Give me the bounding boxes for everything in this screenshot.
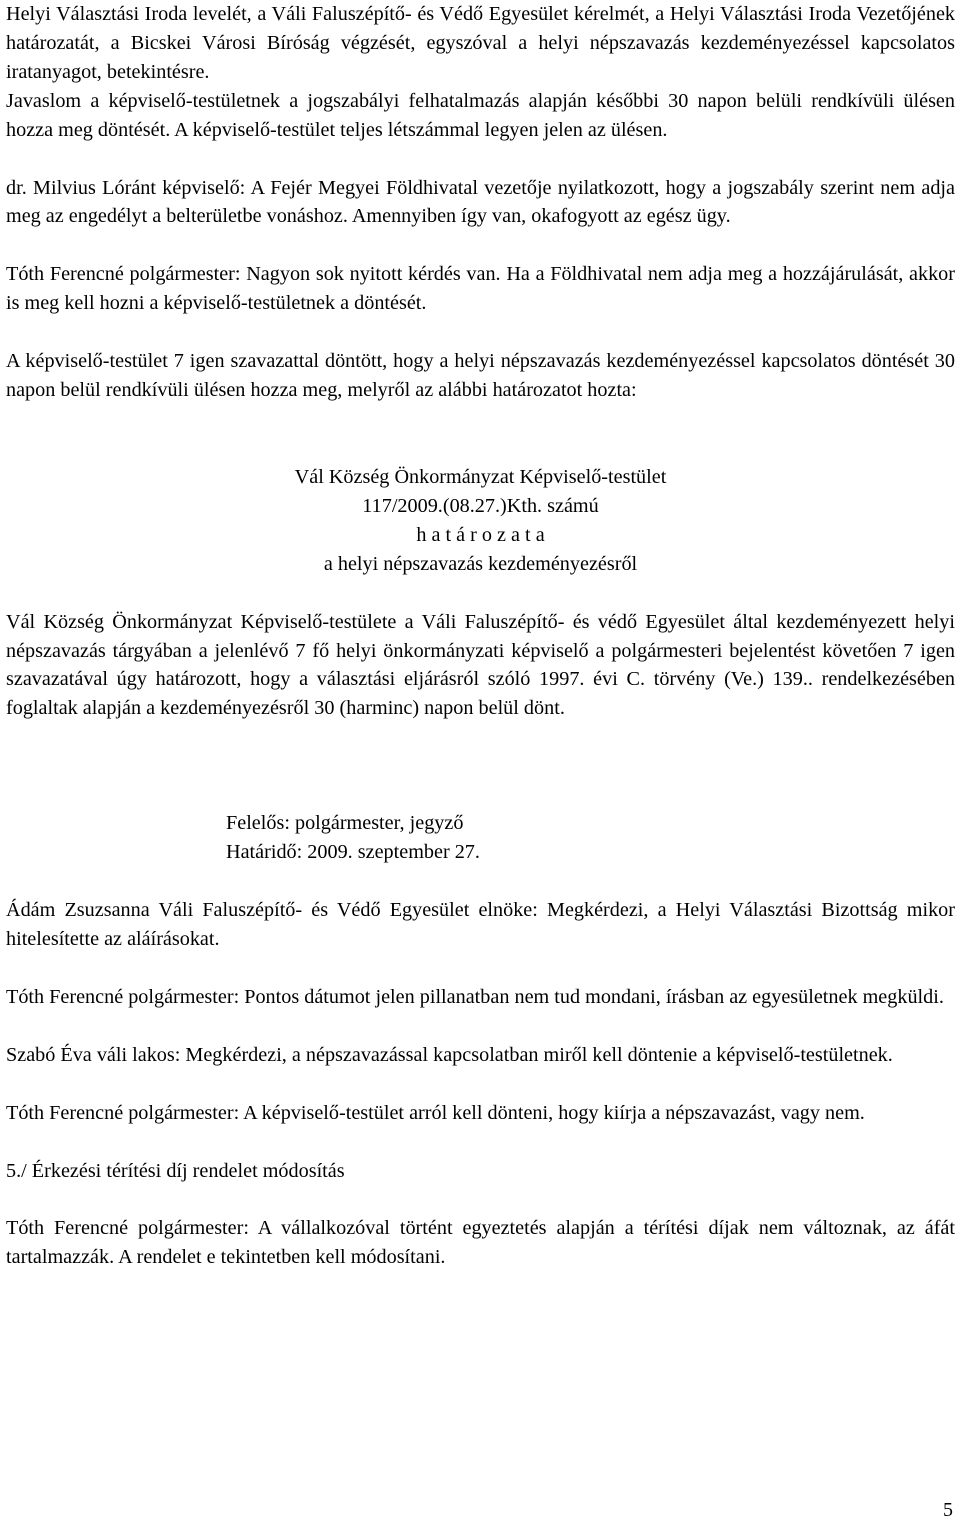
paragraph-milvius: dr. Milvius Lóránt képviselő: A Fejér Megyei Földhivatal vezetője nyilatkozott, hogy a jogszabály szerint nem adja meg az engedélyt a belterületbe vonáshoz. Amennyiben így van, okafogyott az egész ügy. xyxy=(6,176,955,228)
resolution-label: h a t á r o z a t a xyxy=(416,523,545,546)
document-page xyxy=(6,0,955,1272)
paragraph-intro: Helyi Választási Iroda levelét, a Váli Faluszépítő- és Védő Egyesület kérelmét, a Helyi Választási Iroda Vezetőjének határozatát, a Bicskei Városi Bíróság végzését, egyszóval a helyi népszavazás kezdeményezéssel kapcsolatos iratanyagot, betekintésre. xyxy=(6,3,955,83)
paragraph-mayor-2: Tóth Ferencné polgármester: Pontos dátumot jelen pillanatban nem tud mondani, írásban az egyesületnek megküldi. xyxy=(6,985,944,1008)
resolution-number: 117/2009.(08.27.)Kth. számú xyxy=(362,494,599,517)
responsible-line: Felelős: polgármester, jegyző xyxy=(226,812,464,835)
paragraph-mayor-4: Tóth Ferencné polgármester: A vállalkozóval történt egyeztetés alapján a térítési díjak nem változnak, az áfát tartalmazzák. A rendelet e tekintetben kell módosítani. xyxy=(6,1217,955,1269)
paragraph-proposal: Javaslom a képviselő-testületnek a jogszabályi felhatalmazás alapján későbbi 30 napon belüli rendkívüli ülésen hozza meg döntését. A képviselő-testület teljes létszámmal legyen jelen az ülésen. xyxy=(6,89,955,141)
paragraph-mayor-1: Tóth Ferencné polgármester: Nagyon sok nyitott kérdés van. Ha a Földhivatal nem adja meg a hozzájárulását, akkor is meg kell hozni a képviselő-testületnek a döntését. xyxy=(6,263,955,315)
responsibility-block xyxy=(6,809,955,867)
paragraph-resolution-text: Vál Község Önkormányzat Képviselő-testülete a Váli Faluszépítő- és védő Egyesület által kezdeményezett helyi népszavazás tárgyában a jelenlévő 7 fő helyi önkormányzati képviselő a polgármesteri bejelentést követően 7 igen szavazatával úgy határozott, hogy a választási eljárásról szóló 1997. évi C. törvény (Ve.) 139.. rendelkezésében foglaltak alapján a kezdeményezésről 30 (harminc) napon belül dönt. xyxy=(6,610,955,720)
paragraph-mayor-3: Tóth Ferencné polgármester: A képviselő-testület arról kell dönteni, hogy kiírja a népszavazást, vagy nem. xyxy=(6,1101,865,1124)
resolution-body-name: Vál Község Önkormányzat Képviselő-testület xyxy=(294,465,667,488)
resolution-header xyxy=(6,463,955,579)
paragraph-vote: A képviselő-testület 7 igen szavazattal döntött, hogy a helyi népszavazás kezdeményezéssel kapcsolatos döntését 30 napon belül rendkívüli ülésen hozza meg, melyről az alábbi határozatot hozta: xyxy=(6,350,955,402)
paragraph-szabo: Szabó Éva váli lakos: Megkérdezi, a népszavazással kapcsolatban miről kell döntenie a képviselő-testületnek. xyxy=(6,1043,893,1066)
page-number: 5 xyxy=(943,1499,953,1521)
section-heading: 5./ Érkezési térítési díj rendelet módosítás xyxy=(6,1159,345,1182)
paragraph-adam: Ádám Zsuzsanna Váli Faluszépítő- és Védő Egyesület elnöke: Megkérdezi, a Helyi Választási Bizottság mikor hitelesítette az aláírásokat. xyxy=(6,899,955,950)
resolution-subject: a helyi népszavazás kezdeményezésről xyxy=(323,552,638,575)
deadline-line: Határidő: 2009. szeptember 27. xyxy=(226,841,480,864)
